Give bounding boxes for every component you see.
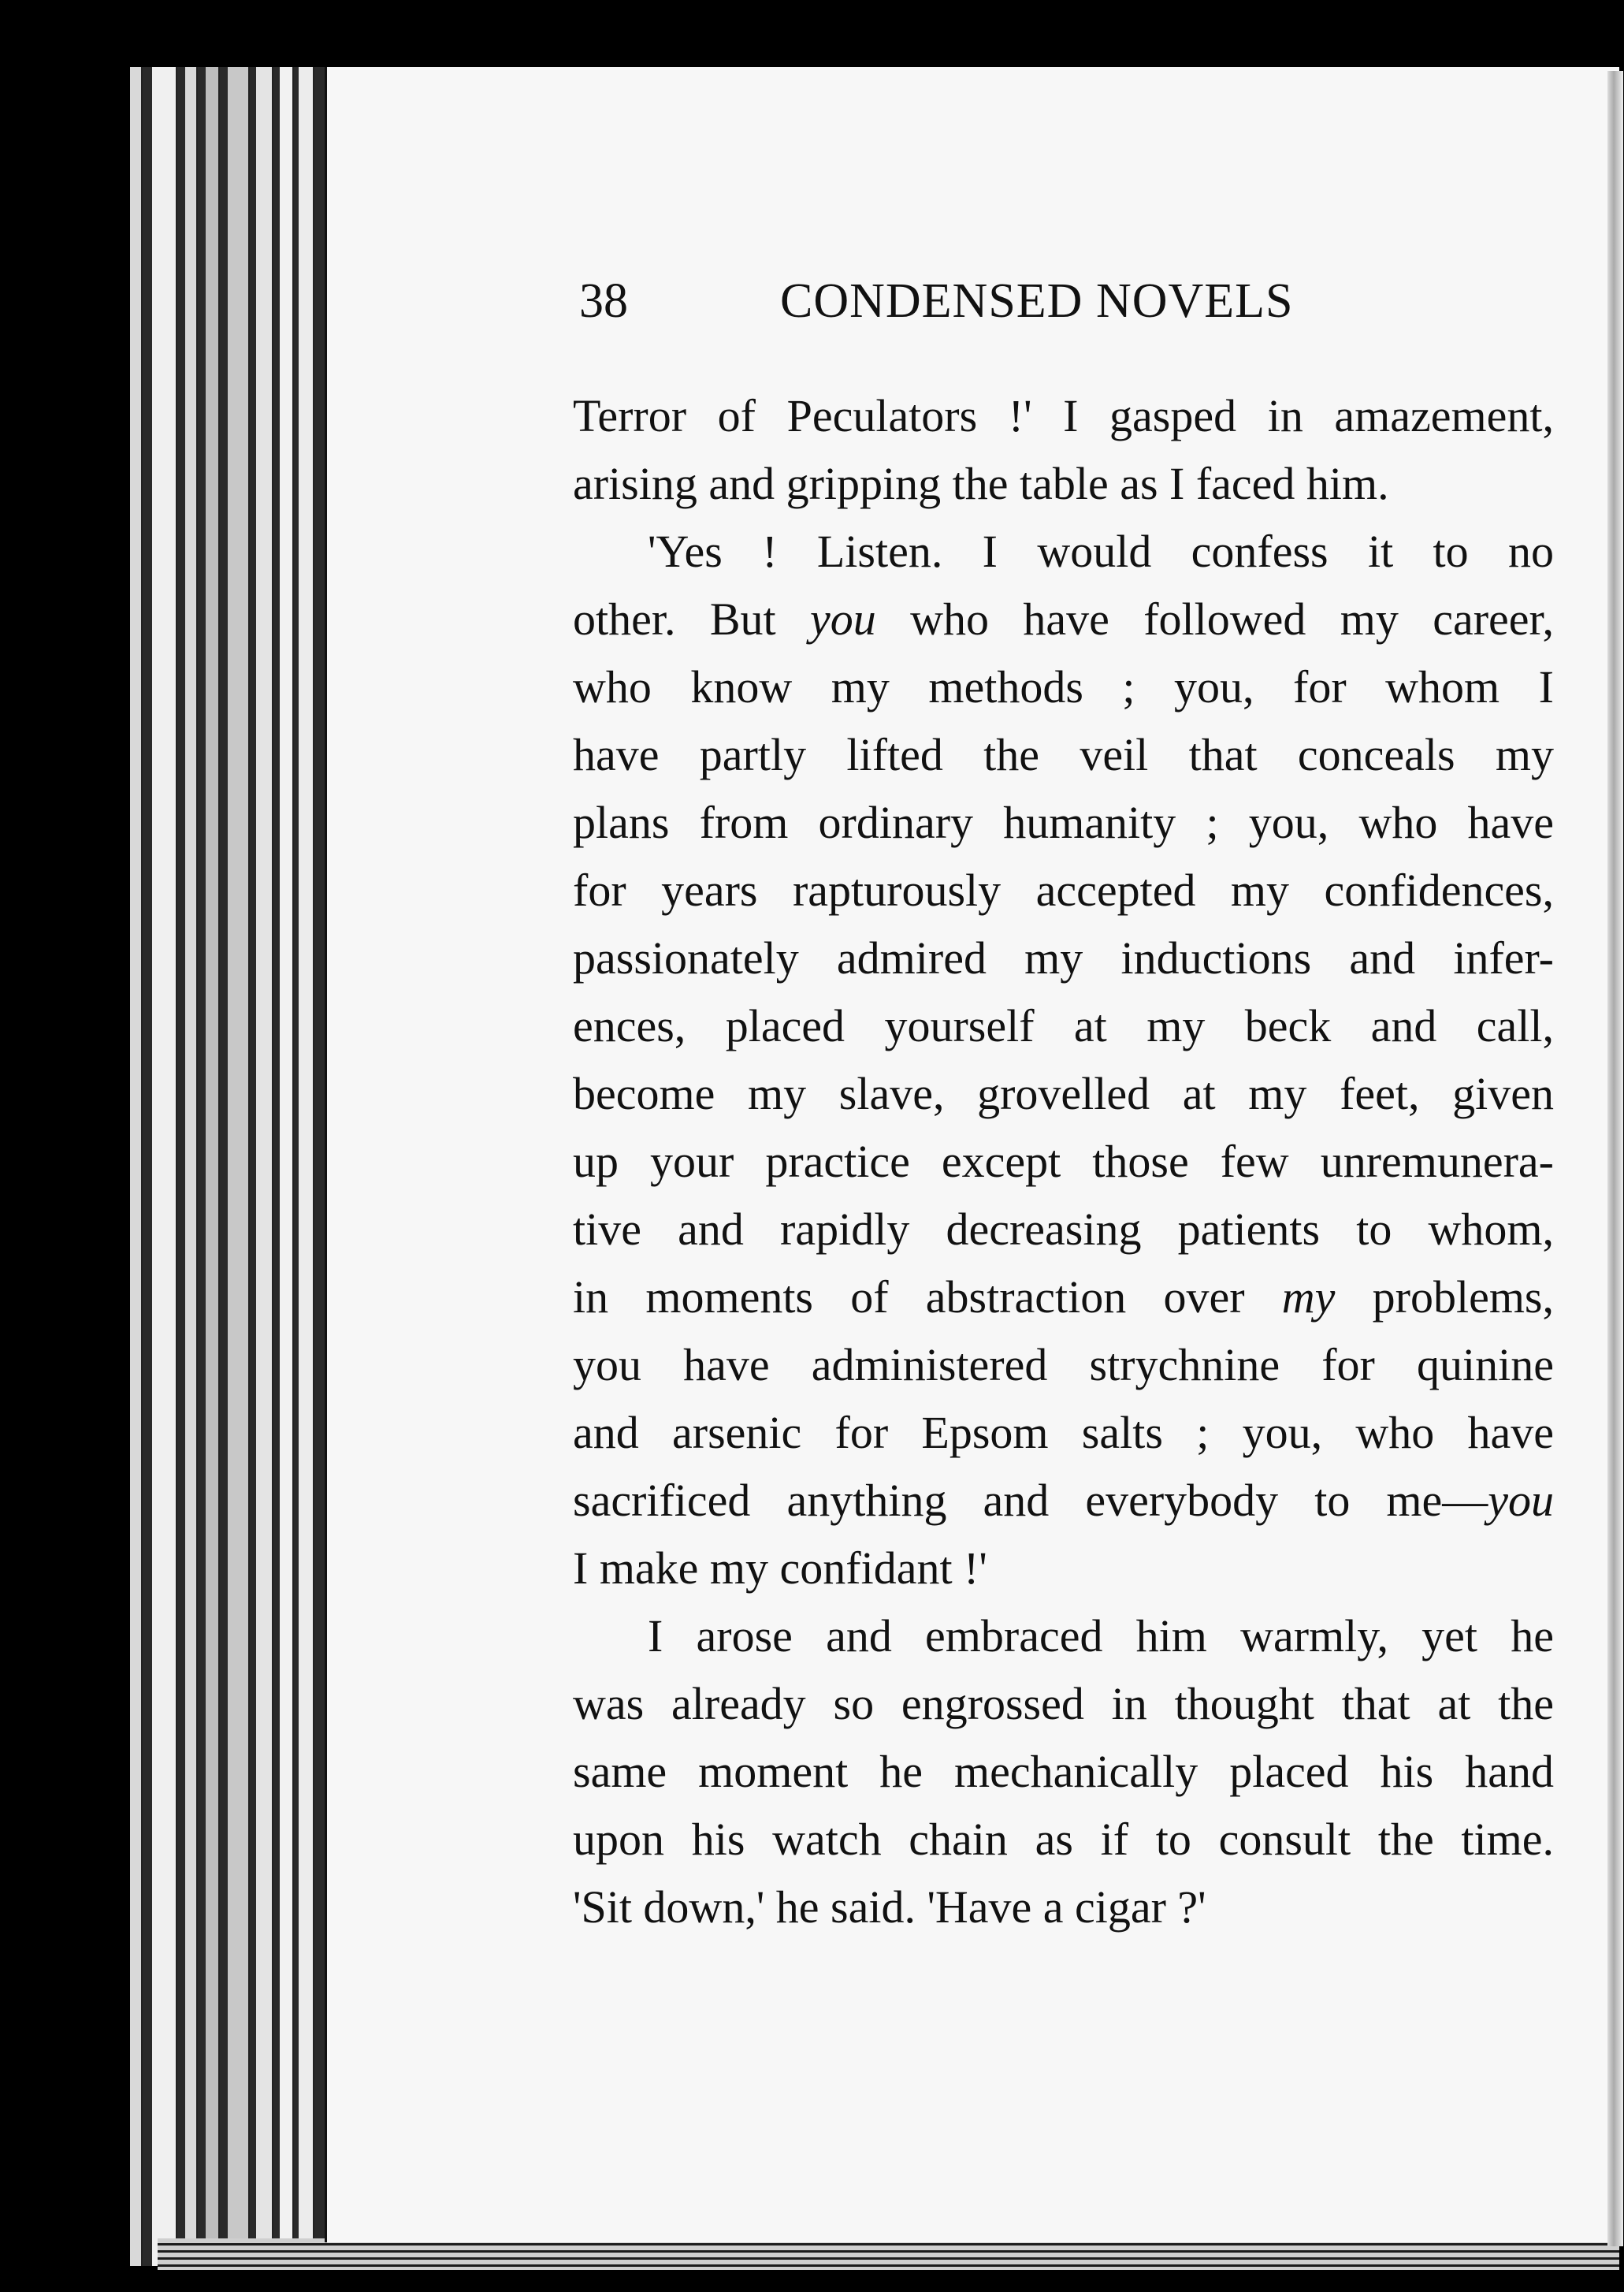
text-line: passionately admired my inductions and infer- <box>573 932 1554 984</box>
page-number: 38 <box>579 274 628 328</box>
text-line: upon his watch chain as if to consult the time. <box>573 1814 1554 1865</box>
text-fragment: other. But <box>573 593 776 645</box>
text-line: become my slave, grovelled at my feet, given <box>573 1068 1554 1119</box>
text-line: arising and gripping the table as I faced him. <box>573 458 1389 509</box>
text-line <box>573 1467 1554 1535</box>
text-line: who know my methods ; you, for whom I <box>573 661 1554 713</box>
text-line: 'Yes ! Listen. I would confess it to no <box>648 526 1554 577</box>
page-edge <box>256 67 273 2266</box>
right-page-edge <box>1607 71 1623 2246</box>
page-edge <box>206 67 220 2266</box>
page-edge <box>299 67 314 2266</box>
text-line: plans from ordinary humanity ; you, who have <box>573 797 1554 848</box>
text-fragment: in moments of abstraction over <box>573 1271 1245 1323</box>
italic-word: my <box>1281 1271 1336 1323</box>
text-line: and arsenic for Epsom salts ; you, who have <box>573 1407 1554 1458</box>
italic-word: you <box>1488 1475 1554 1526</box>
text-line: 'Sit down,' he said. 'Have a cigar ?' <box>573 1881 1206 1933</box>
text-line: same moment he mechanically placed his hand <box>573 1746 1554 1797</box>
page-edges <box>130 67 351 2266</box>
text-fragment: sacrificed anything and everybody to me— <box>573 1475 1488 1526</box>
page-edge <box>152 67 177 2266</box>
running-header <box>579 273 1556 337</box>
italic-word: you <box>810 593 876 645</box>
page-edge <box>280 67 294 2266</box>
text-line <box>573 1263 1554 1331</box>
text-line: you have administered strychnine for quinine <box>573 1339 1554 1390</box>
text-line: have partly lifted the veil that conceals my <box>573 729 1554 780</box>
page-edge <box>185 67 198 2266</box>
page-edge <box>130 67 143 2266</box>
page-edge <box>228 67 250 2266</box>
text-fragment: who have followed my career, <box>910 593 1555 645</box>
text-line: was already so engrossed in thought that at the <box>573 1678 1554 1729</box>
bottom-page-edges <box>158 2238 1619 2270</box>
text-line: up your practice except those few unremunera- <box>573 1136 1554 1187</box>
text-line: ences, placed yourself at my beck and call, <box>573 1000 1554 1051</box>
text-line: for years rapturously accepted my confidences, <box>573 865 1554 916</box>
text-line: tive and rapidly decreasing patients to whom, <box>573 1204 1554 1255</box>
running-title: CONDENSED NOVELS <box>780 274 1294 328</box>
text-line: Terror of Peculators !' I gasped in amazement, <box>573 390 1554 441</box>
book-page <box>325 67 1619 2242</box>
body-text <box>573 382 1554 1941</box>
text-line: I make my confidant !' <box>573 1542 987 1594</box>
text-line <box>573 586 1554 653</box>
text-fragment: problems, <box>1372 1271 1554 1323</box>
text-line: I arose and embraced him warmly, yet he <box>648 1610 1554 1661</box>
